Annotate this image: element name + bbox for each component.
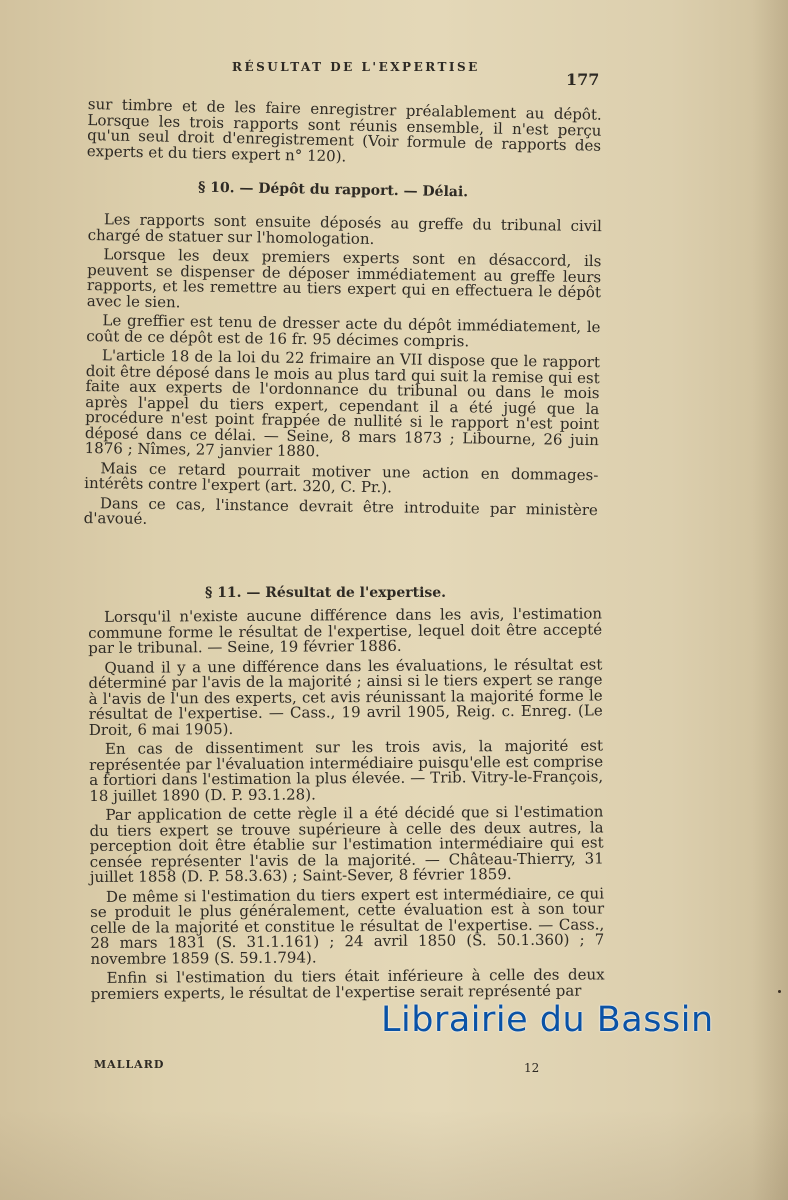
paragraph: L'article 18 de la loi du 22 frimaire an VII dispose que le rapport doit être déposé dans le mois au plus tard qui suit la remise qui est faite aux experts de l'ordonnance du tribunal ou dans le mois après l'appel du tiers expert, cependant il a été jugé que la procédure n'est point frappée de nullité si le rapport n'est point déposé dans ce délai. — Seine, 8 mars 1873 ; Libourne, 26 juin 1876 ; Nîmes, 27 janvier 1880.: [84, 346, 601, 461]
paragraph: Les rapports sont ensuite déposés au greffe du tribunal civil chargé de statuer sur l'homologation.: [87, 210, 602, 248]
paragraph: Lorsqu'il n'existe aucune différence dans les avis, l'estimation commune forme le résultat de l'expertise, lequel doit être accepté par le tribunal. — Seine, 19 février 1886.: [88, 604, 603, 657]
paragraph: Lorsque les deux premiers experts sont en désaccord, ils peuvent se dispenser de déposer immédiatement au greffe leurs rapports, et les remettre au tiers expert qui en effectuera le dépôt avec le sien.: [86, 245, 602, 311]
ink-speck: [778, 990, 781, 993]
section-11-heading: § 11. — Résultat de l'expertise.: [205, 585, 447, 601]
paragraph: Mais ce retard pourrait motiver une action en dommages-intérêts contre l'expert (art. 320, C. Pr.).: [84, 458, 599, 497]
section-10-body: [84, 212, 602, 538]
page-number: 177: [566, 70, 600, 89]
paragraph: En cas de dissentiment sur les trois avis, la majorité est représentée par l'évaluation intermédiaire puisqu'elle est comprise a fortiori dans l'estimation la plus élevée. — Trib. Vitry-le-François, 18 juillet 1890 (D. P. 93.1.28).: [89, 736, 604, 805]
running-head: RÉSULTAT DE L'EXPERTISE: [232, 60, 480, 74]
paragraph: De même si l'estimation du tiers expert est intermédiaire, ce qui se produit le plus généralement, cette évaluation est à son tour celle de la majorité et constitue le résultat de l'expertise. — Cass., 28 mars 1831 (S. 31.1.161) ; 24 avril 1850 (S. 50.1.360) ; 7 novembre 1859 (S. 59.1.794).: [90, 883, 605, 968]
intro-text: [87, 97, 602, 174]
section-10-heading: § 10. — Dépôt du rapport. — Délai.: [197, 179, 469, 201]
paragraph: Le greffier est tenu de dresser acte du dépôt immédiatement, le coût de ce dépôt est de 16 fr. 95 décimes compris.: [86, 311, 601, 350]
page-bottom-shadow: [0, 1110, 788, 1200]
printer-signature: MALLARD: [94, 1058, 165, 1071]
signature-number: 12: [524, 1061, 540, 1075]
section-11-body: [88, 606, 605, 1006]
watermark: Librairie du Bassin: [381, 1000, 714, 1040]
paragraph: Dans ce cas, l'instance devrait être introduite par ministère d'avoué.: [83, 493, 599, 528]
paragraph: Par application de cette règle il a été décidé que si l'estimation du tiers expert se trouve supérieure à celle des deux autres, la perception doit être établie sur l'estimation intermédiaire qui est censée représenter l'avis de la majorité. — Château-Thierry, 31 juillet 1858 (D. P. 58.3.63) ; Saint-Sever, 8 février 1859.: [89, 802, 604, 886]
intro-paragraph: sur timbre et de les faire enregistrer préalablement au dépôt. Lorsque les trois rapports sont réunis ensemble, il n'est perçu qu'un seul droit d'enregistrement (Voir formule de rapports des experts et du tiers expert n° 120).: [86, 95, 602, 165]
paragraph: Enfin si l'estimation du tiers était inférieure à celle des deux premiers experts, le résultat de l'expertise serait représenté par: [90, 965, 605, 1003]
paragraph: Quand il y a une différence dans les évaluations, le résultat est déterminé par l'avis de la majorité ; ainsi si le tiers expert se range à l'avis de l'un des experts, cet avis réunissant la majorité forme le résultat de l'expertise. — Cass., 19 avril 1905, Reig. c. Enreg. (Le Droit, 6 mai 1905).: [88, 654, 603, 739]
page-edge-shadow: [752, 0, 788, 1200]
